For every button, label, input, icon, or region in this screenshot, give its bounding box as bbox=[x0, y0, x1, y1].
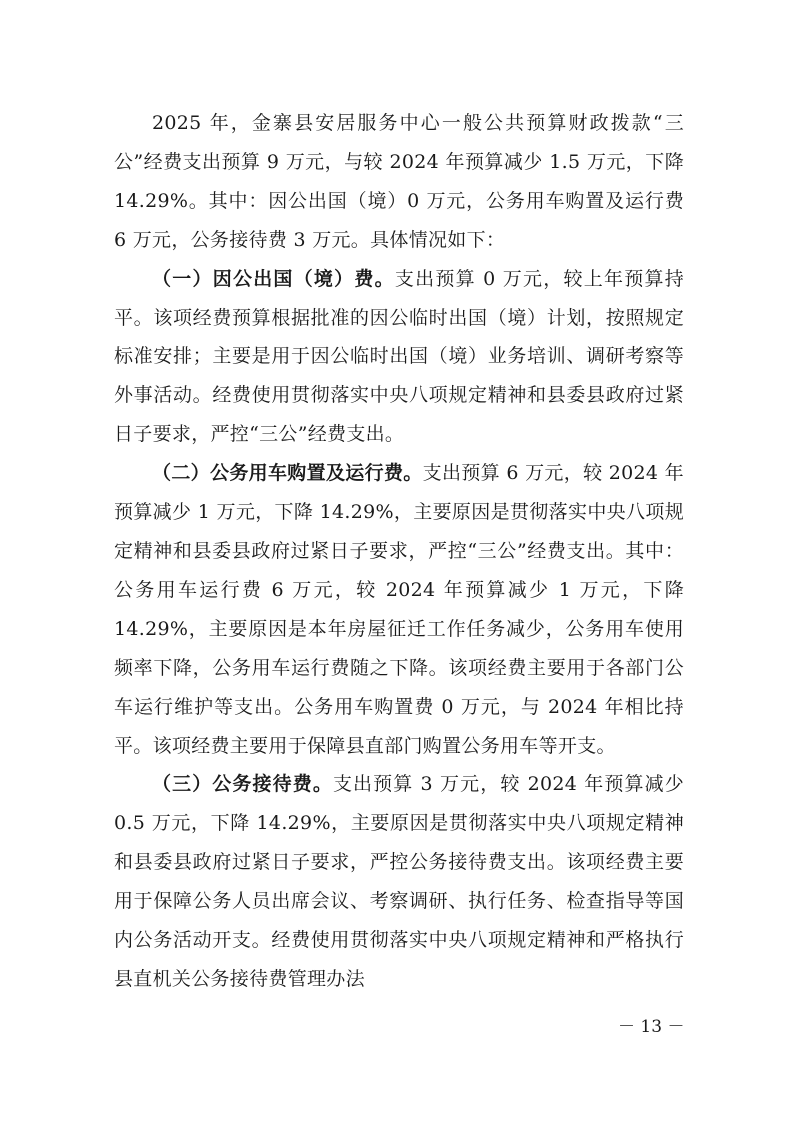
section-3-heading: （三）公务接待费。 bbox=[152, 773, 333, 796]
paragraph-intro-text: 2025 年，金寨县安居服务中心一般公共预算财政拨款“三公”经费支出预算 9 万元，与较 2024 年预算减少 1.5 万元，下降 14.29%。其中：因公出国（境）0 万元，公务用车购置及运行费 6 万元，公务接待费 3 万元。具体情况如下： bbox=[114, 112, 684, 251]
paragraph-section-3 bbox=[114, 765, 684, 998]
section-2-text: 支出预算 6 万元，较 2024 年预算减少 1 万元，下降 14.29%，主要原因是贯彻落实中央八项规定精神和县委县政府过紧日子要求，严控“三公”经费支出。其中：公务用车运行费 6 万元，较 2024 年预算减少 1 万元，下降 14.29%，主要原因是本年房屋征迁工作任务减少，公务用车使用频率下降，公务用车运行费随之下降。该项经费主要用于各部门公车运行维护等支出。公务用车购置费 0 万元，与 2024 年相比持平。该项经费主要用于保障县直部门购置公务用车等开支。 bbox=[114, 462, 684, 757]
section-3-text: 支出预算 3 万元，较 2024 年预算减少 0.5 万元，下降 14.29%，主要原因是贯彻落实中央八项规定精神和县委县政府过紧日子要求，严控公务接待费支出。该项经费主要用于保障公务人员出席会议、考察调研、执行任务、检查指导等国内公务活动开支。经费使用贯彻落实中央八项规定精神和严格执行县直机关公务接待费管理办法 bbox=[114, 773, 684, 990]
section-2-heading: （二）公务用车购置及运行费。 bbox=[152, 462, 423, 485]
paragraph-intro bbox=[114, 104, 684, 260]
section-1-text: 支出预算 0 万元，较上年预算持平。该项经费预算根据批准的因公临时出国（境）计划，按照规定标准安排；主要是用于因公临时出国（境）业务培训、调研考察等外事活动。经费使用贯彻落实中央八项规定精神和县委县政府过紧日子要求，严控“三公”经费支出。 bbox=[114, 267, 684, 446]
paragraph-section-1 bbox=[114, 260, 684, 455]
page-number: － 13 － bbox=[618, 1017, 685, 1037]
section-1-heading: （一）因公出国（境）费。 bbox=[152, 267, 395, 290]
document-body bbox=[114, 104, 684, 999]
paragraph-section-2 bbox=[114, 454, 684, 765]
